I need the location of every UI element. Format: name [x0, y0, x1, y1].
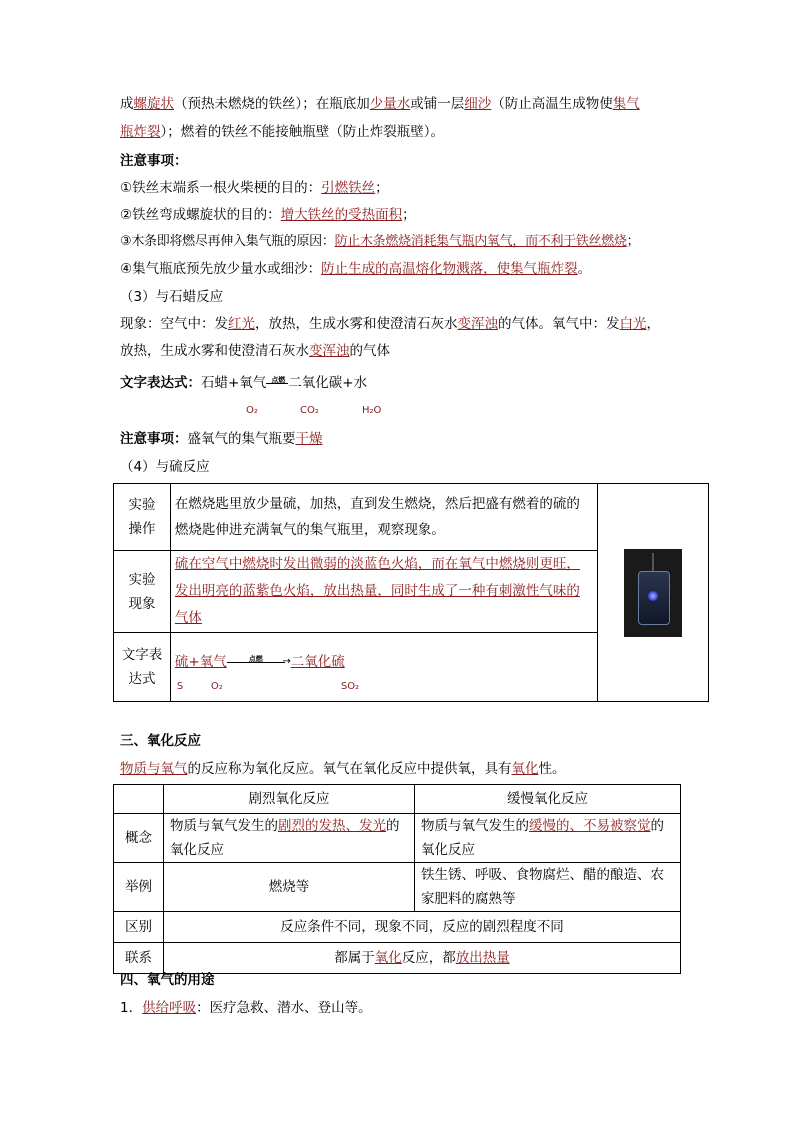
concept-violent: 物质与氧气发生的剧烈的发热、发光的氧化反应 [164, 814, 415, 863]
sulfur-table [113, 483, 709, 702]
row-label-difference: 区别 [114, 912, 164, 943]
oxidation-table [113, 784, 681, 974]
row-label-equation: 文字表达式 [114, 633, 171, 702]
row-label-operation: 实验操作 [114, 484, 171, 551]
sulfur-equation-cell: 硫+氧气 → 点燃 二氧化硫 S O₂ SO₂ [170, 633, 597, 702]
oxidation-intro: 物质与氧气的反应称为氧化反应。氧气在氧化反应中提供氧，具有氧化性。 [120, 761, 566, 777]
formula-co2: CO₂ [300, 405, 319, 416]
formula-so2: SO₂ [340, 681, 360, 692]
paragraph-iron-wire-line1: 成螺旋状（预热未燃烧的铁丝）；在瓶底加少量水或铺一层细沙（防止高温生成物使集气 [120, 96, 640, 112]
wax-heading: （3）与石蜡反应 [120, 289, 224, 305]
phenomenon-text: 硫在空气中燃烧时发出微弱的淡蓝色火焰，而在氧气中燃烧则更旺，发出明亮的蓝紫色火焰，放出热量，同时生成了一种有刺激性气味的气体 [170, 551, 597, 633]
concept-slow: 物质与氧气发生的缓慢的、不易被察觉的氧化反应 [415, 814, 681, 863]
row-label-phenomenon: 实验现象 [114, 551, 171, 633]
wax-observation-line1: 现象：空气中：发红光，放热，生成水雾和使澄清石灰水变浑浊的气体。氧气中：发白光， [120, 316, 660, 332]
sulfur-heading: （4）与硫反应 [120, 459, 210, 475]
row-label-relation: 联系 [114, 943, 164, 974]
wax-note: 注意事项：盛氧气的集气瓶要干燥 [120, 431, 323, 447]
notes-title: 注意事项： [120, 153, 188, 169]
note-item-4: ④集气瓶底预先放少量水或细沙：防止生成的高温熔化物溅落，使集气瓶炸裂。 [120, 261, 592, 277]
note-item-2: ②铁丝弯成螺旋状的目的：增大铁丝的受热面积； [120, 207, 416, 223]
formula-s: S [176, 681, 184, 692]
reaction-arrow [266, 376, 288, 390]
operation-text: 在燃烧匙里放少量硫，加热，直到发生燃烧，然后把盛有燃着的硫的燃烧匙伸进充满氧气的集气瓶里，观察现象。 [170, 484, 597, 551]
example-slow: 铁生锈、呼吸、食物腐烂、醋的酿造、农家肥料的腐熟等 [415, 863, 681, 912]
uses-item-1: 1．供给呼吸：医疗急救、潜水、登山等。 [120, 1000, 372, 1016]
note-item-1: ①铁丝末端系一根火柴梗的目的：引燃铁丝； [120, 180, 389, 196]
example-violent: 燃烧等 [164, 863, 415, 912]
paragraph-iron-wire-line2: 瓶炸裂）；燃着的铁丝不能接触瓶壁（防止炸裂瓶壁）。 [120, 124, 444, 140]
answer-bottle-burst: 瓶炸裂 [120, 124, 161, 140]
col-header-slow: 缓慢氧化反应 [415, 785, 681, 814]
sulfur-burning-photo [624, 549, 682, 637]
formula-o2: O₂ [210, 681, 223, 692]
col-header-violent: 剧烈氧化反应 [164, 785, 415, 814]
wax-equation: 文字表达式：石蜡+氧气 点燃 二氧化碳+水 [120, 373, 367, 393]
formula-o2: O₂ [246, 405, 258, 416]
answer-fine-sand: 细沙 [464, 96, 492, 112]
reaction-arrow: → 点燃 [227, 655, 291, 669]
condition-label: 点燃 [271, 376, 286, 384]
section-uses-heading: 四、氧气的用途 [120, 972, 215, 988]
wax-observation-line2: 放热，生成水雾和使澄清石灰水变浑浊的气体 [120, 343, 390, 359]
difference-text: 反应条件不同，现象不同，反应的剧烈程度不同 [164, 912, 681, 943]
answer-little-water: 少量水 [369, 96, 411, 112]
section-oxidation-heading: 三、氧化反应 [120, 733, 201, 749]
formula-h2o: H₂O [362, 405, 382, 416]
sulfur-photo-cell [598, 484, 709, 702]
row-label-example: 举例 [114, 863, 164, 912]
relation-text: 都属于氧化反应，都放出热量 [164, 943, 681, 974]
note-item-3: ③木条即将燃尽再伸入集气瓶的原因：防止木条燃烧消耗集气瓶内氧气，而不利于铁丝燃烧； [120, 234, 640, 249]
answer-spiral: 螺旋状 [133, 96, 174, 112]
row-label-concept: 概念 [114, 814, 164, 863]
